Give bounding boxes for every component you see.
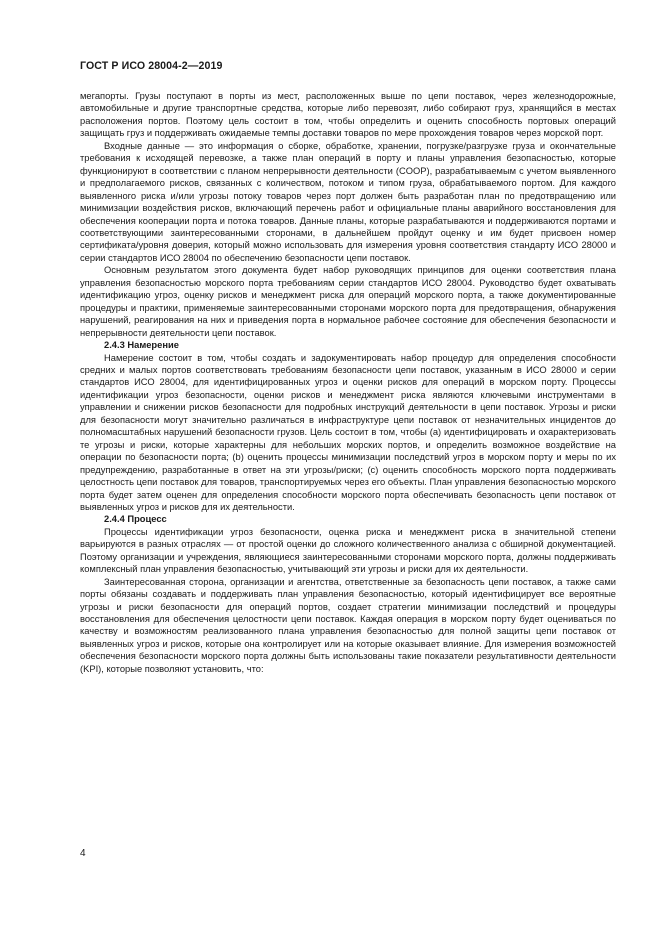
paragraph-input-data: Входные данные — это информация о сборке, обработке, хранении, погрузке/разгрузке груза и окончательные требования к исходящей перевозке, а также план операций в порту и планы управления безопасностью, которые функционируют в соответствии с планом непрерывности деятельности (COOP), разрабатываемым с учетом выявленного и предполагаемого рисков, связанных с количеством, потоком и типом груза, обрабатываемого портом. Для каждого выявленного риска и/или угрозы потоку товаров через порт должен быть разработан план по предотвращению или минимизации воздействия рисков, включающий перечень работ и официальные планы аварийного восстановления для обеспечения кооперации порта и потока товаров. Данные планы, которые разрабатываются и поддерживаются портами и соответствующими заинтересованными сторонами, в дальнейшем пройдут оценку и им будет присвоен номер сертификата/уровня доверия, который можно использовать для измерения уровня соответствия стандарту ИСО 28000 и серии стандартов ИСО 28004 по обеспечению безопасности цепи поставок. (80, 140, 616, 263)
paragraph-intent: Намерение состоит в том, чтобы создать и задокументировать набор процедур для определения способности средних и малых портов соответствовать требованиям безопасности цепи поставок, указанным в ИСО 28000 и серии стандартов ИСО 28004, для идентифицированных угроз и оценки рисков для операций в морском порту. Процессы идентификации угроз безопасности, оценки рисков и менеджмент риска являются ключевыми инструментами в управлении и снижении рисков безопасности для подробных инструкций деятельности в цепи поставок. Угрозы и риски для безопасности могут значительно различаться в инфраструктуре цепи поставок от незначительных инцидентов до полномасштабных нарушений безопасности грузов. Цель состоит в том, чтобы (а) идентифицировать и охарактеризовать те угрозы и риски, которые характерны для небольших морских портов, и определить возможное воздействие на операции по безопасности порта; (b) оценить процессы минимизации последствий угроз в морском порту и меры по их предупреждению, разработанные в ответ на эти угрозы/риски; (с) оценить способность морского порта поддерживать целостность цепи поставок для товаров, транспортируемых через его объекты. План управления безопасностью морского порта будет затем оценен для определения способности морского порта обеспечивать безопасность цепи поставок от выявленных угроз и рисков для их деятельности. (80, 352, 616, 512)
paragraph-process-1: Процессы идентификации угроз безопасности, оценка риска и менеджмент риска в значительной степени варьируются в разных отраслях — от простой оценки до сложного количественного анализа с обширной документацией. Поэтому организации и учреждения, являющиеся заинтересованными сторонами морского порта, должны поддерживать комплексный план управления безопасностью, учитывающий эти угрозы и риски для их деятельности. (80, 526, 616, 575)
paragraph-continuation: мегапорты. Грузы поступают в порты из мест, расположенных выше по цепи поставок, через железнодорожные, автомобильные и другие транспортные средства, которые либо перевозят, либо собирают груз, хранящийся в местах расположения портов. Поэтому цель состоит в том, чтобы определить и оценить способность портовых операций защищать груз и поддерживать ожидаемые темпы доставки товаров по мере прохождения товаров через морской порт. (80, 91, 616, 139)
paragraph-main-result: Основным результатом этого документа будет набор руководящих принципов для оценки соответствия плана управления безопасностью морского порта требованиям серии стандартов ИСО 28004. Руководство будет охватывать идентификацию угроз, оценку рисков и менеджмент риска для операций морского порта, а также документированные процедуры и практики, применяемые заинтересованными сторонами морского порта для предотвращения, обнаружения нарушений, реагирования на них и приведения порта в нормальное рабочее состояние для обеспечения безопасности и непрерывности деятельности цепи поставок. (80, 265, 616, 338)
standard-header: ГОСТ Р ИСО 28004-2—2019 (80, 60, 223, 72)
document-body (80, 90, 616, 675)
section-heading-intent: 2.4.3 Намерение (104, 340, 179, 351)
page-number: 4 (80, 848, 86, 859)
paragraph-process-2: Заинтересованная сторона, организации и агентства, ответственные за безопасность цепи поставок, а также сами порты обязаны создавать и поддерживать план управления безопасностью, который идентифицирует все вероятные угрозы и риски безопасности для операций портов, создает стратегии минимизации последствий и процедуры восстановления для обеспечения целостности цепи поставок. Каждая операция в морском порту будет оцениваться по качеству и возможностям реализованного плана управления безопасностью для полной защиты цепи поставок от выявленных угроз и рисков, которые она контролирует или на которые оказывает влияние. Для измерения возможностей обеспечения безопасности морского порта должны быть использованы такие показатели результативности деятельности (KPI), которые позволяют установить, что: (80, 576, 616, 674)
section-heading-process: 2.4.4 Процесс (104, 514, 167, 525)
